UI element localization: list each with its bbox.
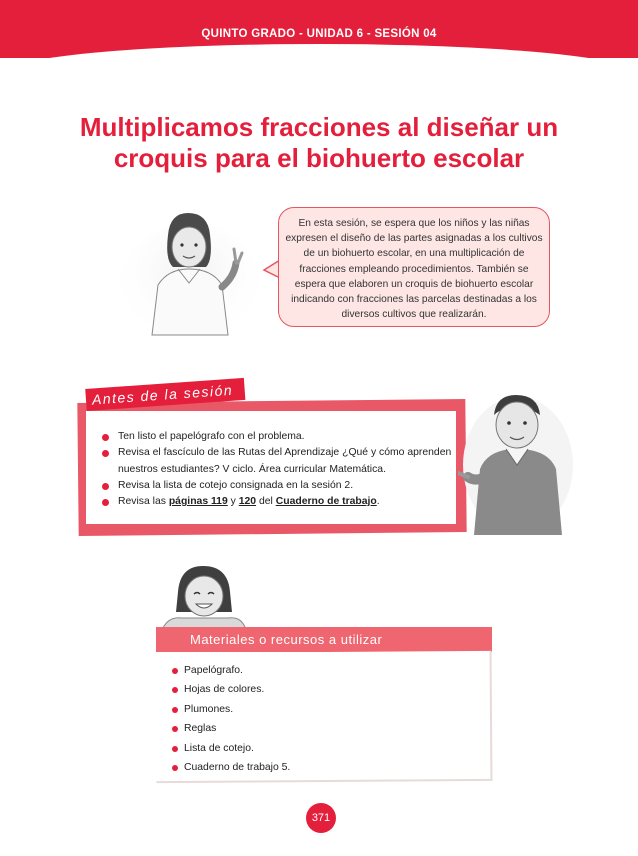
antes-item-del: del: [256, 496, 276, 508]
antes-item-and: y: [227, 496, 239, 508]
antes-item: Revisa el fascículo de las Rutas del Aprendizaje ¿Qué y cómo aprenden nuestros estudiantes? V ciclo. Área curricular Matemática.: [102, 445, 457, 478]
antes-item: Revisa la lista de cotejo consignada en la sesión 2.: [102, 478, 457, 494]
antes-list: [102, 429, 457, 510]
materiales-section-title: Materiales o recursos a utilizar: [190, 632, 383, 647]
antes-section-title: Antes de la sesión: [85, 378, 246, 411]
smiling-girl-illustration: [158, 562, 248, 632]
title-line-2: croquis para el biohuerto escolar: [113, 143, 525, 173]
workbook-ref: Cuaderno de trabajo: [275, 496, 377, 508]
materiales-item: Lista de cotejo.: [172, 739, 290, 758]
materiales-item: Reglas: [172, 719, 290, 738]
materiales-item: Papelógrafo.: [172, 661, 290, 680]
materiales-item: Hojas de colores.: [172, 680, 290, 699]
antes-item-workbook: [102, 494, 457, 510]
antes-item: Ten listo el papelógrafo con el problema.: [102, 429, 457, 445]
materiales-item: Plumones.: [172, 700, 290, 719]
header-text: QUINTO GRADO - UNIDAD 6 - SESIÓN 04: [201, 28, 437, 40]
antes-item-end: .: [376, 496, 380, 508]
page-ref-120: 120: [238, 496, 257, 508]
page-ref-119: páginas 119: [168, 496, 228, 508]
materiales-list: [172, 661, 290, 777]
antes-item-prefix: Revisa las: [118, 496, 169, 508]
intro-speech-bubble: En esta sesión, se espera que los niños y las niñas expresen el diseño de las partes asignadas a los cultivos de un biohuerto escolar, en una multiplicación de fracciones empleando procedimientos. También se espera que elaboren un croquis de biohuerto escolar indicando con fracciones las parcelas destinadas a los diversos cultivos que realizarán.: [278, 207, 550, 327]
boy-pointing-illustration: [458, 385, 573, 535]
title-line-1: Multiplicamos fracciones al diseñar un: [79, 112, 559, 142]
materiales-item: Cuaderno de trabajo 5.: [172, 758, 290, 777]
page-title: [60, 112, 578, 174]
page-number: 371: [306, 803, 336, 833]
girl-pointing-illustration: [118, 205, 268, 350]
